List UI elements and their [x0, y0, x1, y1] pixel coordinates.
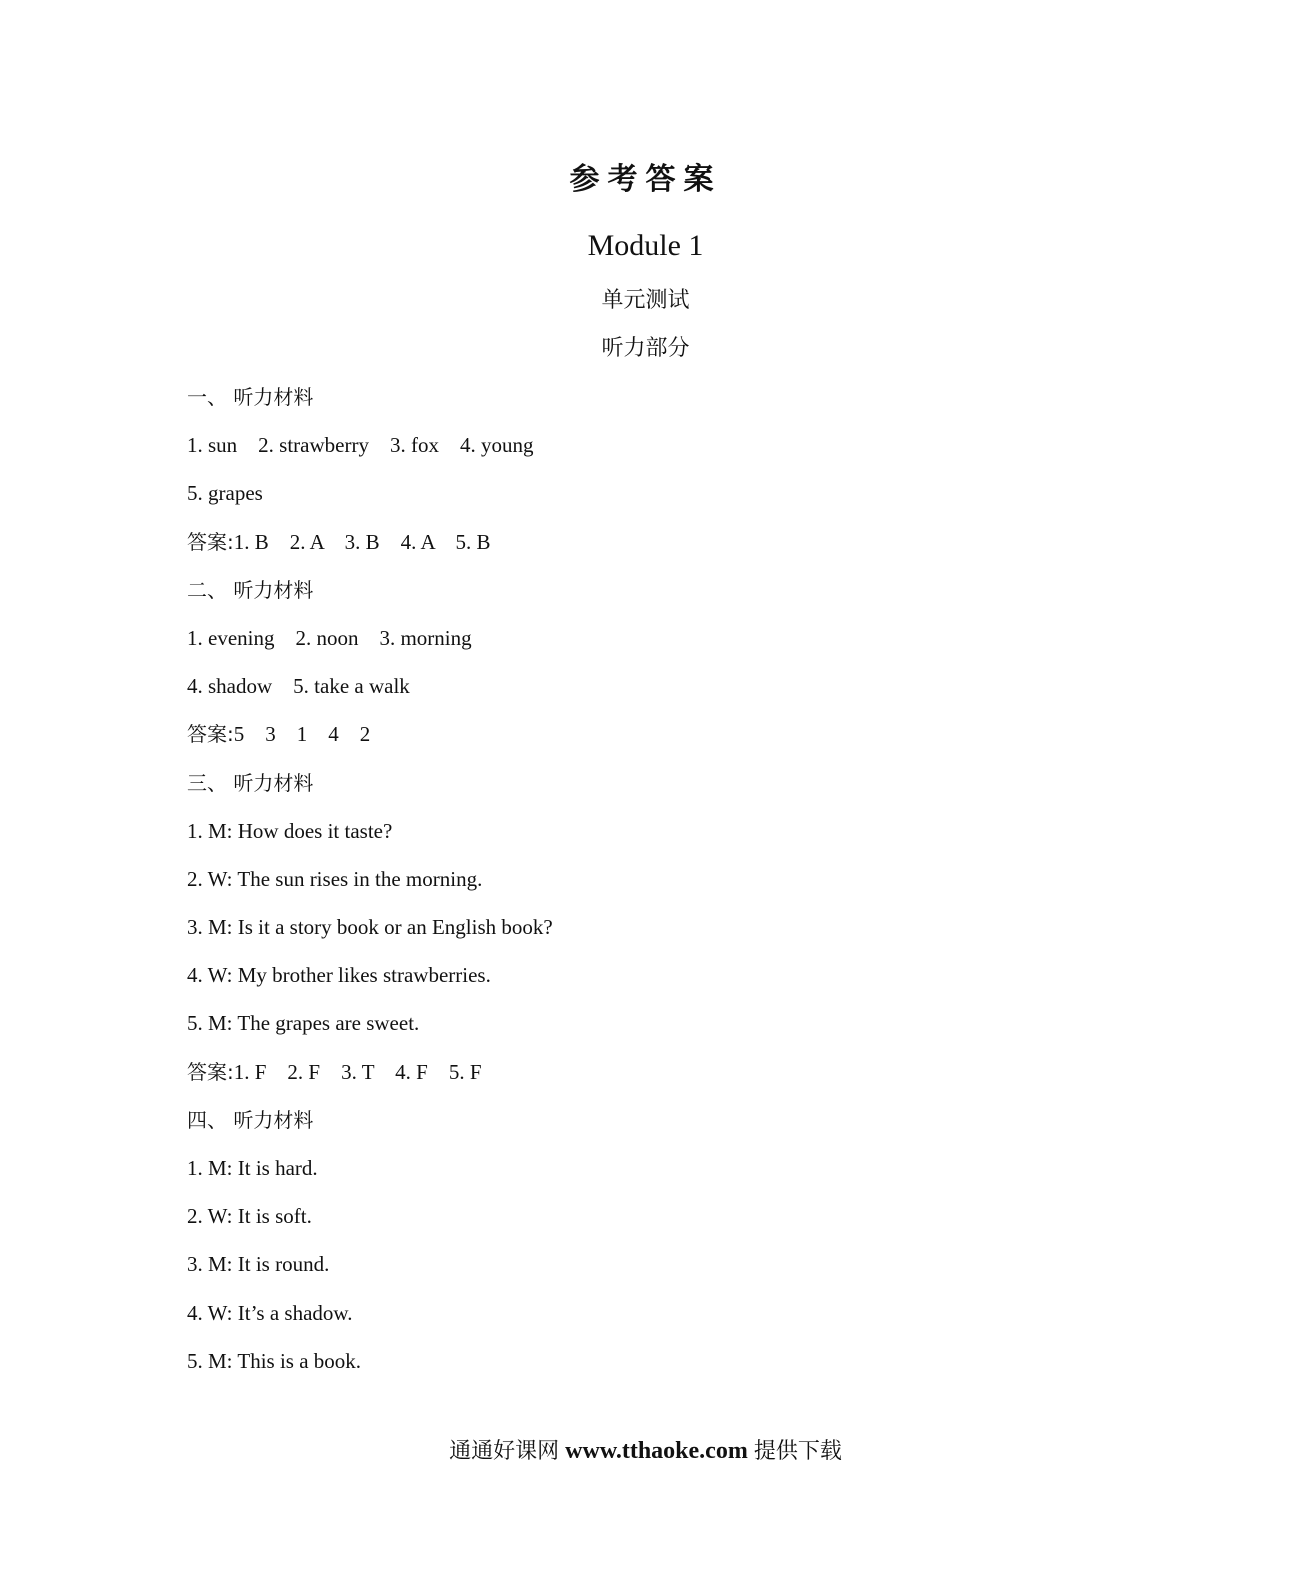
- listening-line: 2. W: It is soft.: [187, 1204, 312, 1229]
- footer-url-link[interactable]: www.tthaoke.com: [565, 1438, 748, 1464]
- listening-line: 1. evening 2. noon 3. morning: [187, 625, 472, 650]
- listening-line: 4. W: My brother likes strawberries.: [187, 963, 491, 988]
- listening-line: 4. W: It’s a shadow.: [187, 1300, 353, 1325]
- section-heading: 一、 听力材料: [187, 385, 314, 409]
- footer-prefix: 通通好课网: [449, 1439, 560, 1464]
- listening-line: 1. sun 2. strawberry 3. fox 4. young: [187, 433, 534, 458]
- listening-line: 5. grapes: [187, 481, 263, 506]
- listening-line: 5. M: This is a book.: [187, 1348, 362, 1373]
- listening-line: 5. M: The grapes are sweet.: [187, 1011, 420, 1036]
- listening-line: 4. shadow 5. take a walk: [187, 674, 410, 699]
- answer-body: [187, 381, 1087, 1393]
- answer-line: [187, 526, 1087, 574]
- section-heading: 四、 听力材料: [187, 1107, 314, 1132]
- footer: [0, 1433, 1291, 1470]
- answer-label: 答案:: [187, 722, 234, 747]
- answer-line: [187, 718, 1087, 766]
- answer-values: 5 3 1 4 2: [233, 722, 371, 747]
- listening-line: 3. M: Is it a story book or an English book?: [187, 915, 553, 940]
- module-heading: Module 1: [587, 229, 704, 262]
- listening-line: 3. M: It is round.: [187, 1252, 330, 1277]
- listening-line: 1. M: It is hard.: [187, 1156, 318, 1180]
- section-heading: 三、 听力材料: [187, 770, 314, 795]
- answer-line: [187, 1056, 1087, 1104]
- answer-values: 1. B 2. A 3. B 4. A 5. B: [233, 529, 491, 554]
- listening-line: 2. W: The sun rises in the morning.: [187, 866, 483, 891]
- answer-label: 答案:: [187, 1059, 234, 1084]
- listening-part-heading: 听力部分: [601, 336, 690, 361]
- section-heading: 二、 听力材料: [187, 577, 314, 602]
- answer-values: 1. F 2. F 3. T 4. F 5. F: [233, 1059, 482, 1084]
- footer-suffix: 提供下载: [753, 1439, 842, 1464]
- answer-label: 答案:: [187, 529, 234, 554]
- page-title: 参考答案: [569, 162, 722, 197]
- listening-line: 1. M: How does it taste?: [187, 818, 393, 843]
- unit-test-heading: 单元测试: [601, 288, 690, 313]
